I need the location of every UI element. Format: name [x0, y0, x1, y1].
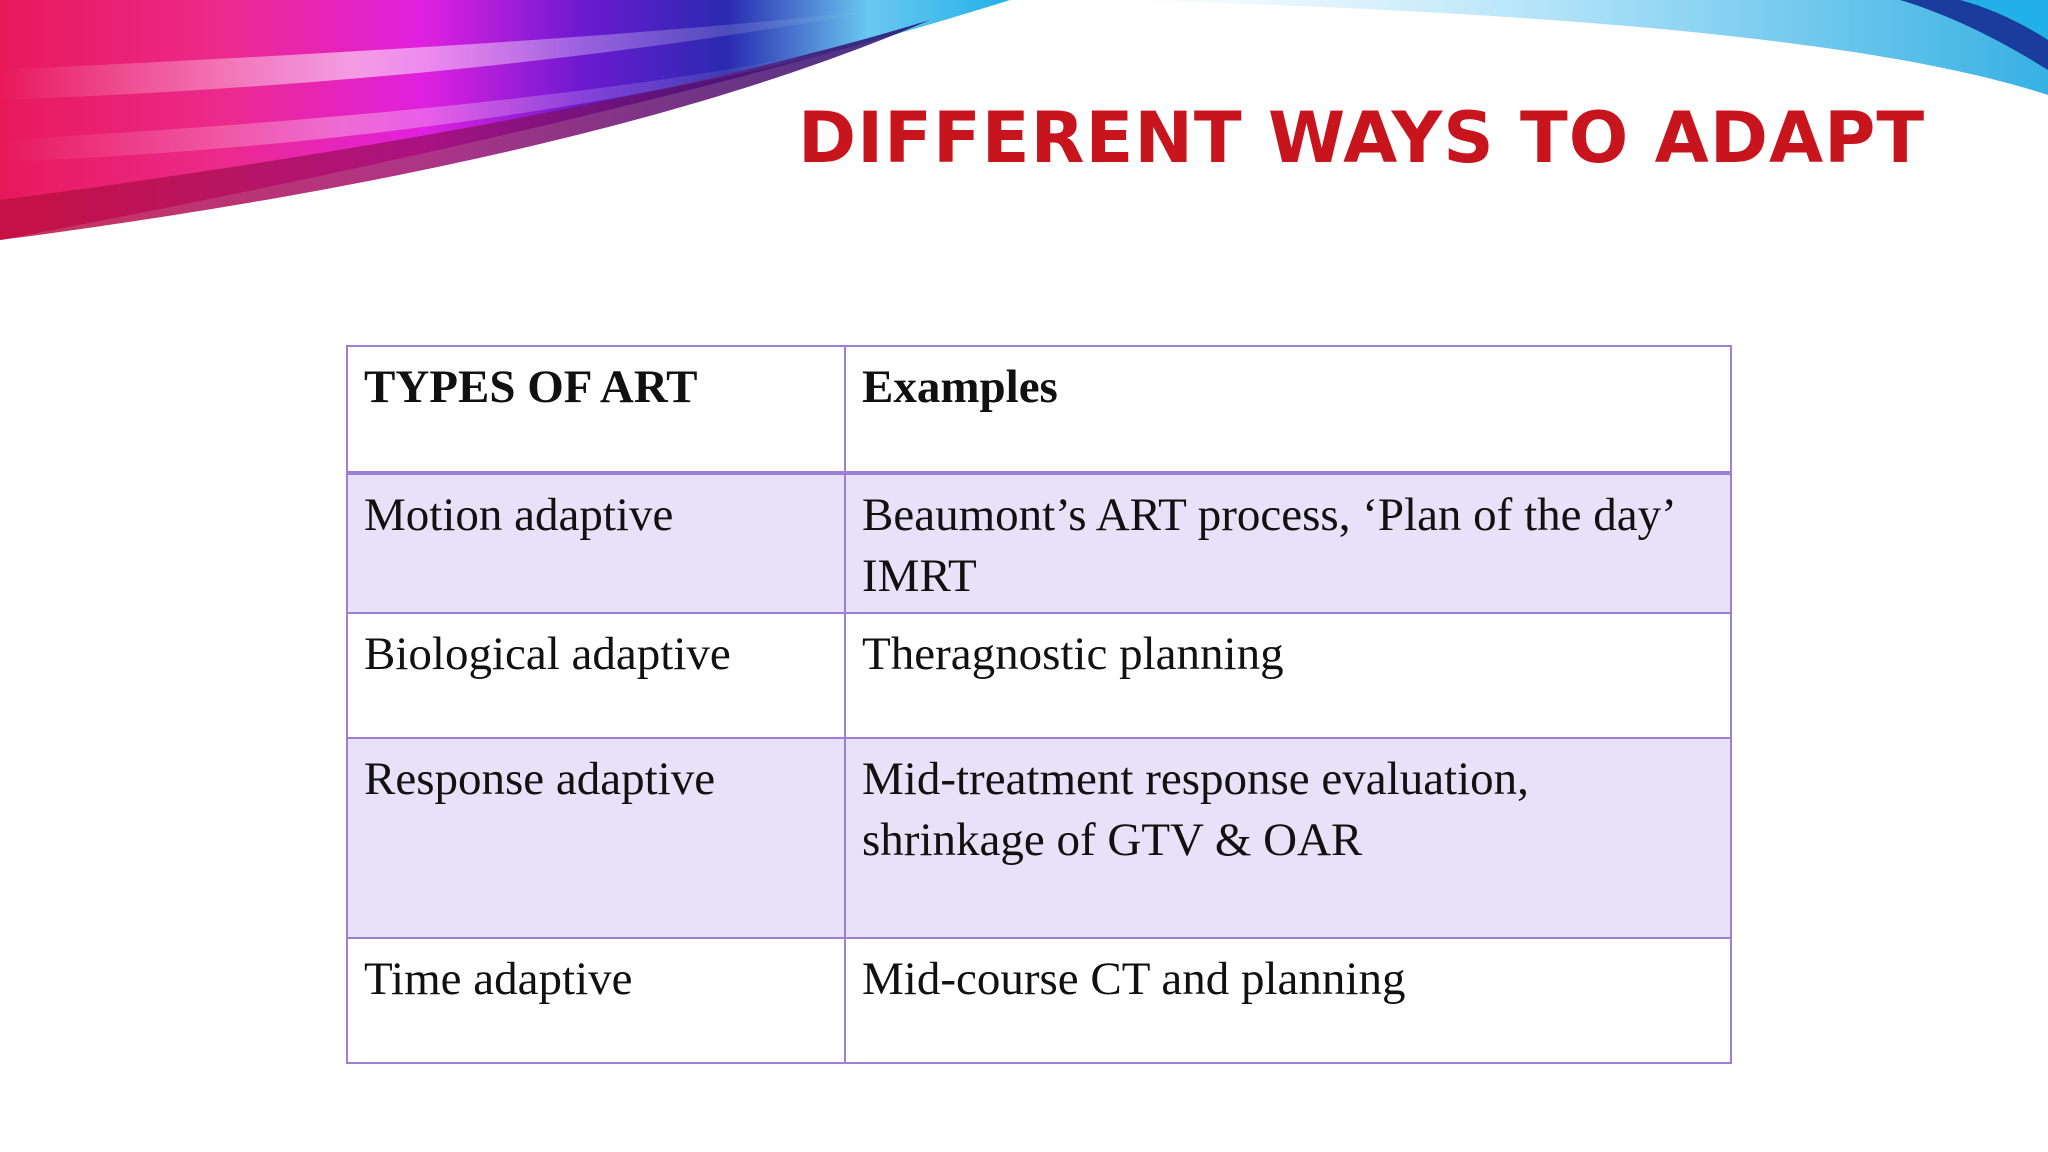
example-cell: Mid-course CT and planning: [845, 938, 1731, 1063]
slide-title: DIFFERENT WAYS TO ADAPT: [798, 97, 1926, 179]
table-header-row: [347, 346, 1731, 473]
example-cell: Beaumont’s ART process, ‘Plan of the day’ IMRT: [845, 473, 1731, 613]
art-type-cell: Biological adaptive: [347, 613, 845, 738]
art-types-table: [346, 345, 1732, 1064]
example-cell: Mid-treatment response evaluation, shrinkage of GTV & OAR: [845, 738, 1731, 938]
header-examples: Examples: [845, 346, 1731, 473]
example-cell: Theragnostic planning: [845, 613, 1731, 738]
table-row: [347, 738, 1731, 938]
art-type-cell: Motion adaptive: [347, 473, 845, 613]
art-type-cell: Response adaptive: [347, 738, 845, 938]
table-row: [347, 473, 1731, 613]
table-row: [347, 938, 1731, 1063]
art-type-cell: Time adaptive: [347, 938, 845, 1063]
header-types-of-art: TYPES OF ART: [347, 346, 845, 473]
table-row: [347, 613, 1731, 738]
